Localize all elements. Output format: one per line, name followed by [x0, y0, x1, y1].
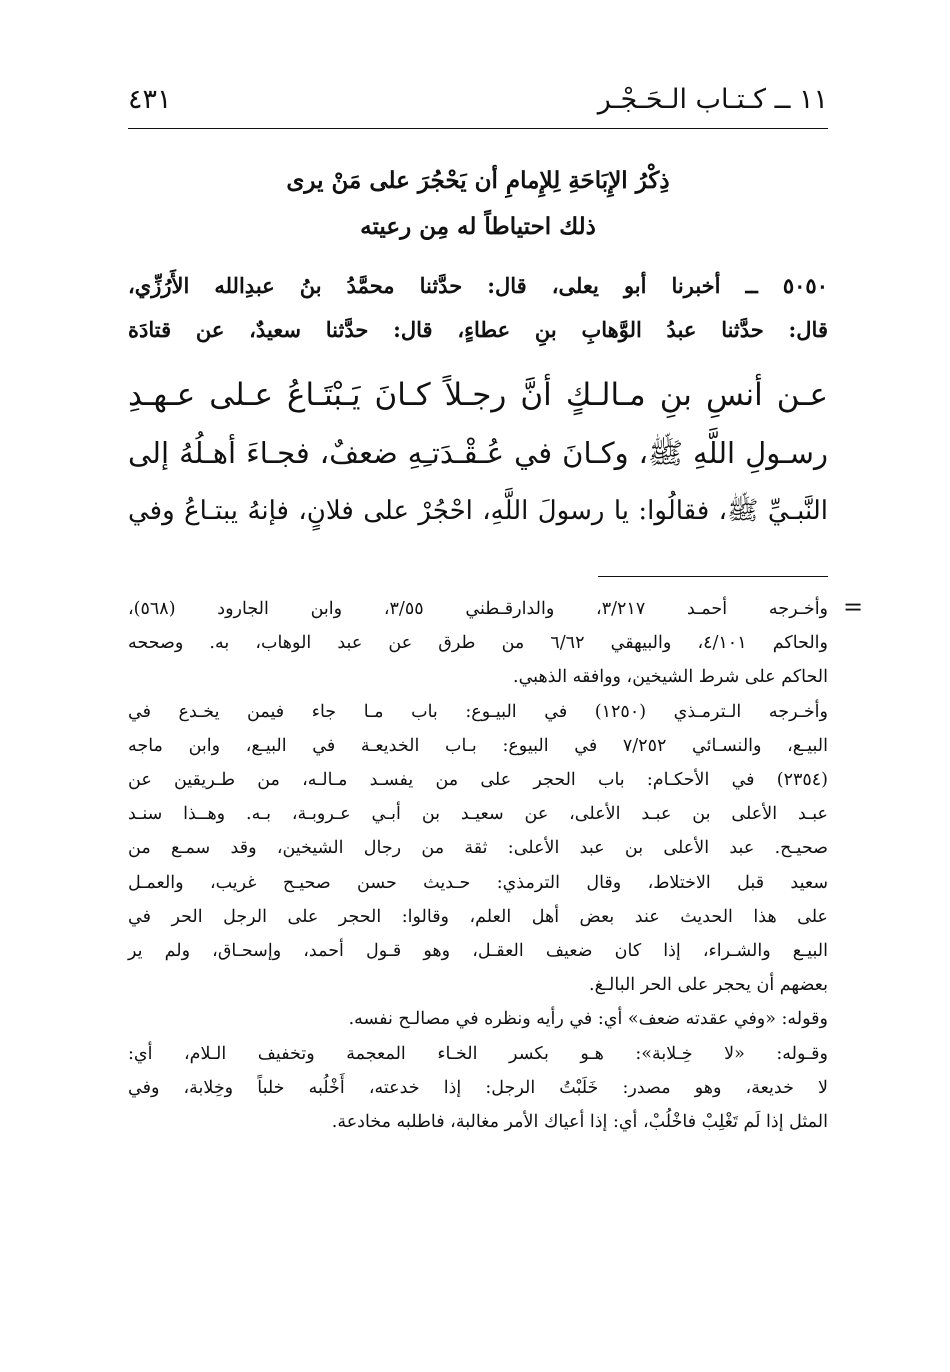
footnote-paragraph	[128, 695, 828, 1003]
matn-line: عـن أنسِ بنِ مـالـكٍ أنَّ رجـلاً كـانَ يَـبْتَـاعُ عـلى عـهـدِ	[128, 377, 828, 413]
hadith-matn	[128, 366, 828, 540]
footnote-paragraph	[128, 1037, 828, 1140]
footnote-line: والحاكم ٤/١٠١، والبيهقي ٦/٦٢ من طرق عن عبد الوهاب، به. وصححه	[128, 633, 828, 654]
footnote-continuation-mark: =	[843, 593, 864, 621]
footnote-line: سعيد قبل الاختلاط، وقال الترمذي: حـديث حسن صحيـح غريب، والعمـل	[128, 872, 828, 893]
page-number: ٤٣١	[128, 84, 172, 115]
header-rule	[128, 128, 828, 129]
matn-line: رسـولِ اللَّهِ ﷺ، وكـانَ في عُـقْـدَتـِهِ ضعفٌ، فجـاءَ أهـلُهُ إلى	[128, 436, 828, 470]
footnote-paragraph	[128, 592, 828, 695]
page-header	[128, 84, 828, 124]
footnote-line: وقوله: «وفي عقدته ضعف» أي: في رأيه ونظره في مصالـح نفسه.	[348, 1009, 828, 1030]
isnad-line: قال: حدَّثنا عبدُ الوَّهابِ بنِ عطاءٍ، قال: حدَّثنا سعيدٌ، عن قتادَة	[128, 317, 828, 342]
heading-line: ذلك احتياطاً له مِن رعيته	[360, 213, 596, 240]
footnote-line: وقـوله: «لا خِـلابة»: هـو بكسر الخـاء المعجمة وتخفيف الـلام، أي:	[128, 1043, 828, 1064]
footnote-line: على هذا الحديث عند بعض أهل العلم، وقالوا: الحجر على الرجل الحر في	[128, 906, 828, 927]
isnad-line: ٥٠٥٠ ــ أخبرنا أبو يعلى، قال: حدَّثنا محمَّدُ بنُ عبدِالله الأَرُزِّي،	[128, 273, 828, 298]
footnote-line: البيـع والشـراء، إذا كان ضعيف العقـل، وهو قـول أحمد، وإسحـاق، ولم ير	[128, 941, 828, 962]
footnote-divider	[598, 576, 828, 577]
footnote-line: بعضهم أن يحجر على الحر البالـغ.	[589, 975, 828, 996]
running-title: ١١ ــ كـتـاب الـحَـجْـر	[597, 84, 828, 115]
chapter-heading	[128, 158, 828, 250]
footnotes	[128, 592, 828, 1139]
footnote-line: وأخـرجه الـترمـذي (١٢٥٠) في البيـوع: باب مـا جاء فيمن يخـدع في	[128, 701, 828, 722]
footnote-line: وأخـرجه أحمـد ٣/٢١٧، والدارقـطني ٣/٥٥، وابن الجارود (٥٦٨)،	[128, 599, 829, 619]
matn-line: النَّبـيِّ ﷺ، فقالُوا: يا رسولَ اللَّهِ، احْجُرْ على فلانٍ، فإنهُ يبتـاعُ وفي	[128, 496, 828, 526]
footnote-line: الحاكم على شرط الشيخين، ووافقه الذهبي.	[513, 667, 828, 688]
footnote-line: المثل إذا لَم تَغْلِبْ فاخْلُبْ، أي: إذا أعياك الأمر مغالبة، فاطلبه مخادعة.	[331, 1112, 828, 1133]
footnote-paragraph	[128, 1002, 828, 1036]
hadith-isnad	[128, 264, 828, 352]
footnote-line: لا خديعة، وهو مصدر: خَلَبْتُ الرجل: إذا خدعته، أَخْلُبه خلباً وخِلابة، وفي	[128, 1077, 828, 1098]
footnote-line: البيـع، والنسـائي ٧/٢٥٢ في البيوع: بـاب الخديعـة في البيـع، وابن ماجه	[128, 735, 828, 756]
heading-line: ذِكْرُ الإِبَاحَةِ لِلإِمامِ أن يَحْجُرَ على مَنْ يرى	[286, 167, 670, 194]
footnote-line: (٢٣٥٤) في الأحكـام: باب الحجر على من يفسـد مـالـه، من طـريقين عن	[128, 770, 828, 791]
footnote-line: عبـد الأعلى بن عبـد الأعلى، عن سعيـد بن أبـي عـروبـة، بـه. وهــذا سنـد	[128, 804, 828, 825]
footnote-line: صحيـح. عبد الأعلى بن عبد الأعلى: ثقة من رجال الشيخين، وقد سمـع من	[128, 838, 828, 859]
